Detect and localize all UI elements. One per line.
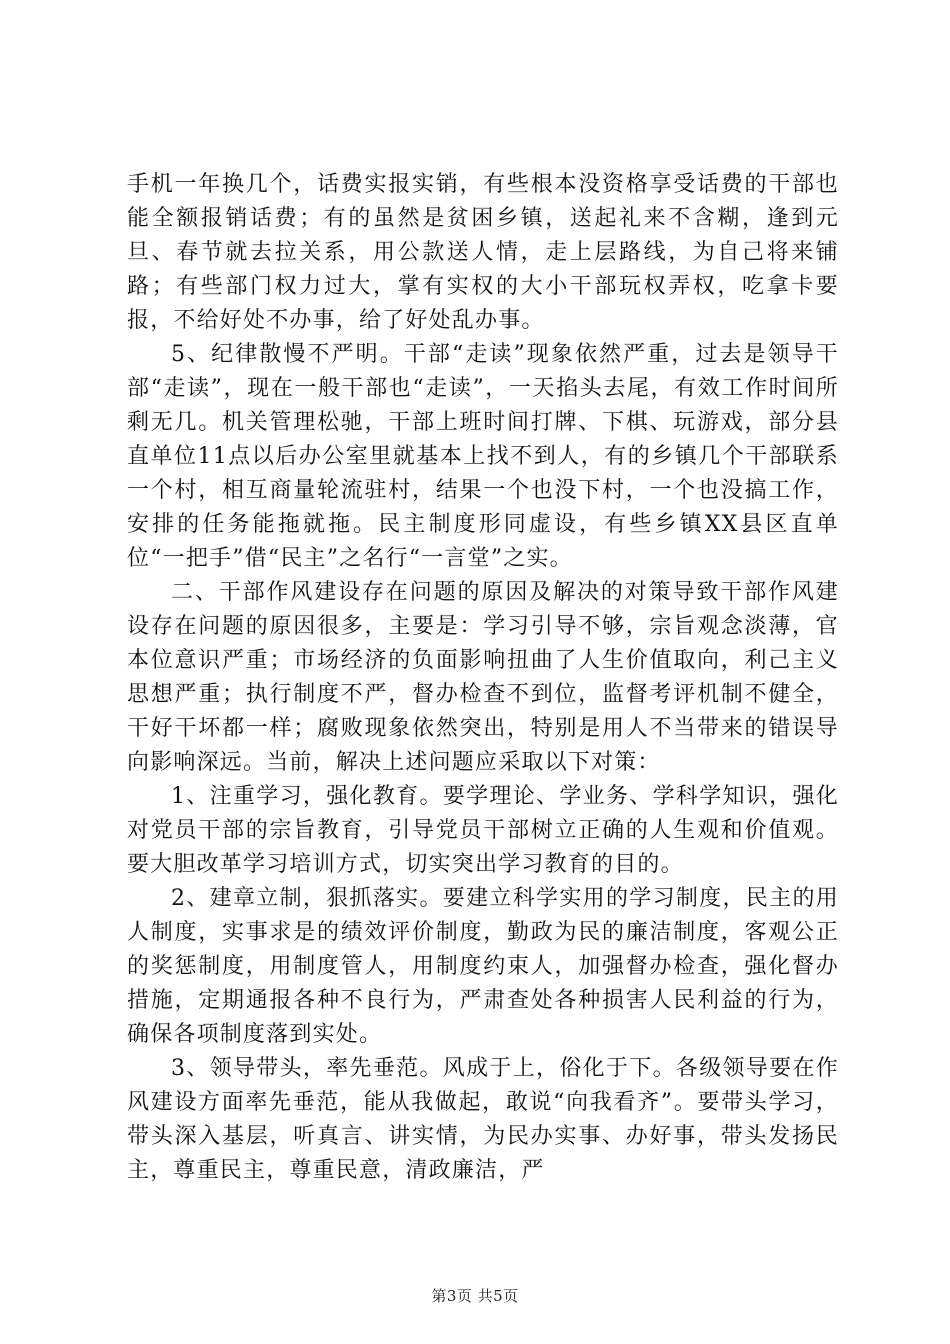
paragraph-rules-implementation: 2、建章立制，狠抓落实。要建立科学实用的学习制度，民主的用人制度，实事求是的绩效评价制度，勤政为民的廉洁制度，客观公正的奖惩制度，用制度管人，用制度约束人，加强督办检查，强化督办措施，定期通报各种不良行为，严肃查处各种损害人民利益的行为，确保各项制度落到实处。 — [127, 886, 839, 1047]
paragraph-leadership-example: 3、领导带头，率先垂范。风成于上，俗化于下。各级领导要在作风建设方面率先垂范，能从我做起，敢说“向我看齐”。要带头学习，带头深入基层，听真言、讲实情，为民办实事、办好事，带头发扬民主，尊重民主，尊重民意，清政廉洁，严 — [127, 1056, 839, 1183]
paragraph-causes-and-solutions: 二、干部作风建设存在问题的原因及解决的对策导致干部作风建设存在问题的原因很多，主要是：学习引导不够，宗旨观念淡薄，官本位意识严重；市场经济的负面影响扭曲了人生价值取向，利己主义思想严重；执行制度不严，督办检查不到位，监督考评机制不健全，干好干坏都一样；腐败现象依然突出，特别是用人不当带来的错误导向影响深远。当前，解决上述问题应采取以下对策： — [127, 580, 839, 775]
paragraph-discipline: 5、纪律散慢不严明。干部“走读”现象依然严重，过去是领导干部“走读”，现在一般干部也“走读”，一天掐头去尾，有效工作时间所剩无几。机关管理松驰，干部上班时间打牌、下棋、玩游戏，部分县直单位11点以后办公室里就基本上找不到人，有的乡镇几个干部联系一个村，相互商量轮流驻村，结果一个也没下村，一个也没搞工作，安排的任务能拖就拖。民主制度形同虚设，有些乡镇XX县区直单位“一把手”借“民主”之名行“一言堂”之实。 — [127, 342, 839, 571]
paragraph-study-education: 1、注重学习，强化教育。要学理论、学业务、学科学知识，强化对党员干部的宗旨教育，引导党员干部树立正确的人生观和价值观。要大胆改革学习培训方式，切实突出学习教育的目的。 — [127, 784, 839, 877]
paragraph-continuation: 手机一年换几个，话费实报实销，有些根本没资格享受话费的干部也能全额报销话费；有的虽然是贫困乡镇，送起礼来不含糊，逢到元旦、春节就去拉关系，用公款送人情，走上层路线，为自己将来铺路；有些部门权力过大，掌有实权的大小干部玩权弄权，吃拿卡要报，不给好处不办事，给了好处乱办事。 — [127, 172, 839, 333]
page-number-footer: 第3页 共5页 — [431, 1287, 519, 1305]
document-body — [127, 168, 839, 1188]
